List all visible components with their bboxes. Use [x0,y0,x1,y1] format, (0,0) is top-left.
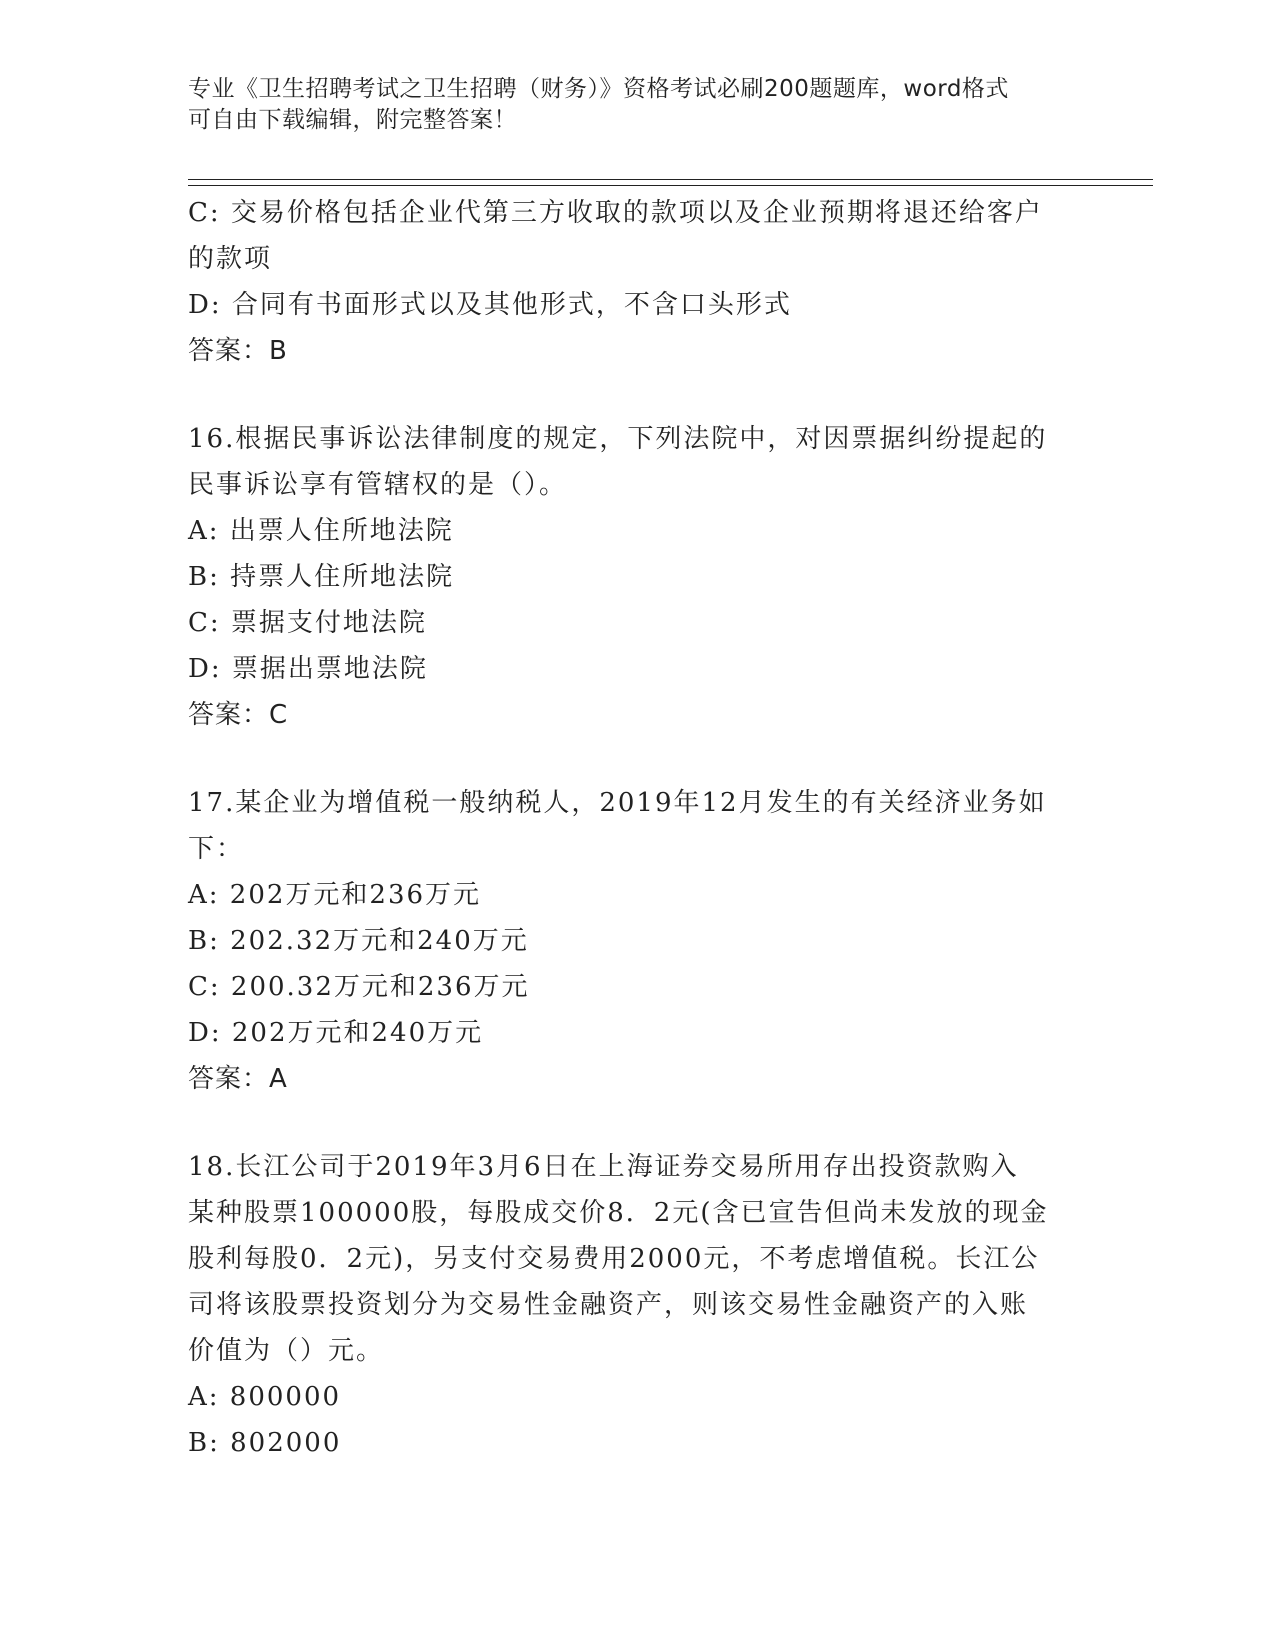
question-15-continued [188,190,1093,374]
question-16 [188,416,1093,738]
option-d: D: 票据出票地法院 [188,654,428,684]
question-content [188,190,1093,1466]
question-stem-continued: 股利每股0．2元)，另支付交易费用2000元，不考虑增值税。长江公 [188,1244,1040,1274]
answer-label: 答案：A [188,1064,288,1094]
spacer [188,1102,1093,1144]
option-c: C: 交易价格包括企业代第三方收取的款项以及企业预期将退还给客户 [188,198,1043,228]
spacer [188,374,1093,416]
question-stem-continued: 价值为（）元。 [188,1336,385,1366]
question-stem: 17.某企业为增值税一般纳税人，2019年12月发生的有关经济业务如 [188,788,1047,818]
question-stem: 18.长江公司于2019年3月6日在上海证券交易所用存出投资款购入 [188,1152,1019,1182]
spacer [188,738,1093,780]
option-b: B: 持票人住所地法院 [188,562,455,592]
header-line-2: 可自由下载编辑，附完整答案！ [188,107,517,133]
question-stem-continued: 司将该股票投资划分为交易性金融资产，则该交易性金融资产的入账 [188,1290,1029,1320]
document-header [188,74,1088,136]
option-c: C: 200.32万元和236万元 [188,972,530,1002]
header-rule-bottom [188,185,1153,186]
question-stem-continued: 下： [188,834,245,864]
option-d: D: 202万元和240万元 [188,1018,484,1048]
option-a: A: 出票人住所地法院 [188,516,454,546]
question-stem-continued: 民事诉讼享有管辖权的是（）。 [188,470,568,500]
option-b: B: 802000 [188,1428,342,1458]
answer-label: 答案：C [188,700,289,730]
header-rule-top [188,179,1153,180]
option-c-continued: 的款项 [188,244,273,274]
option-a: A: 202万元和236万元 [188,880,482,910]
option-c: C: 票据支付地法院 [188,608,427,638]
answer-label: 答案：B [188,336,288,366]
option-a: A: 800000 [188,1382,342,1412]
option-d: D: 合同有书面形式以及其他形式，不含口头形式 [188,290,792,320]
header-line-1: 专业《卫生招聘考试之卫生招聘（财务）》资格考试必刷200题题库，word格式 [188,76,1009,102]
option-b: B: 202.32万元和240万元 [188,926,529,956]
question-17 [188,780,1093,1102]
question-stem: 16.根据民事诉讼法律制度的规定，下列法院中，对因票据纠纷提起的 [188,424,1048,454]
question-18 [188,1144,1093,1466]
question-stem-continued: 某种股票100000股，每股成交价8．2元(含已宣告但尚未发放的现金 [188,1198,1049,1228]
